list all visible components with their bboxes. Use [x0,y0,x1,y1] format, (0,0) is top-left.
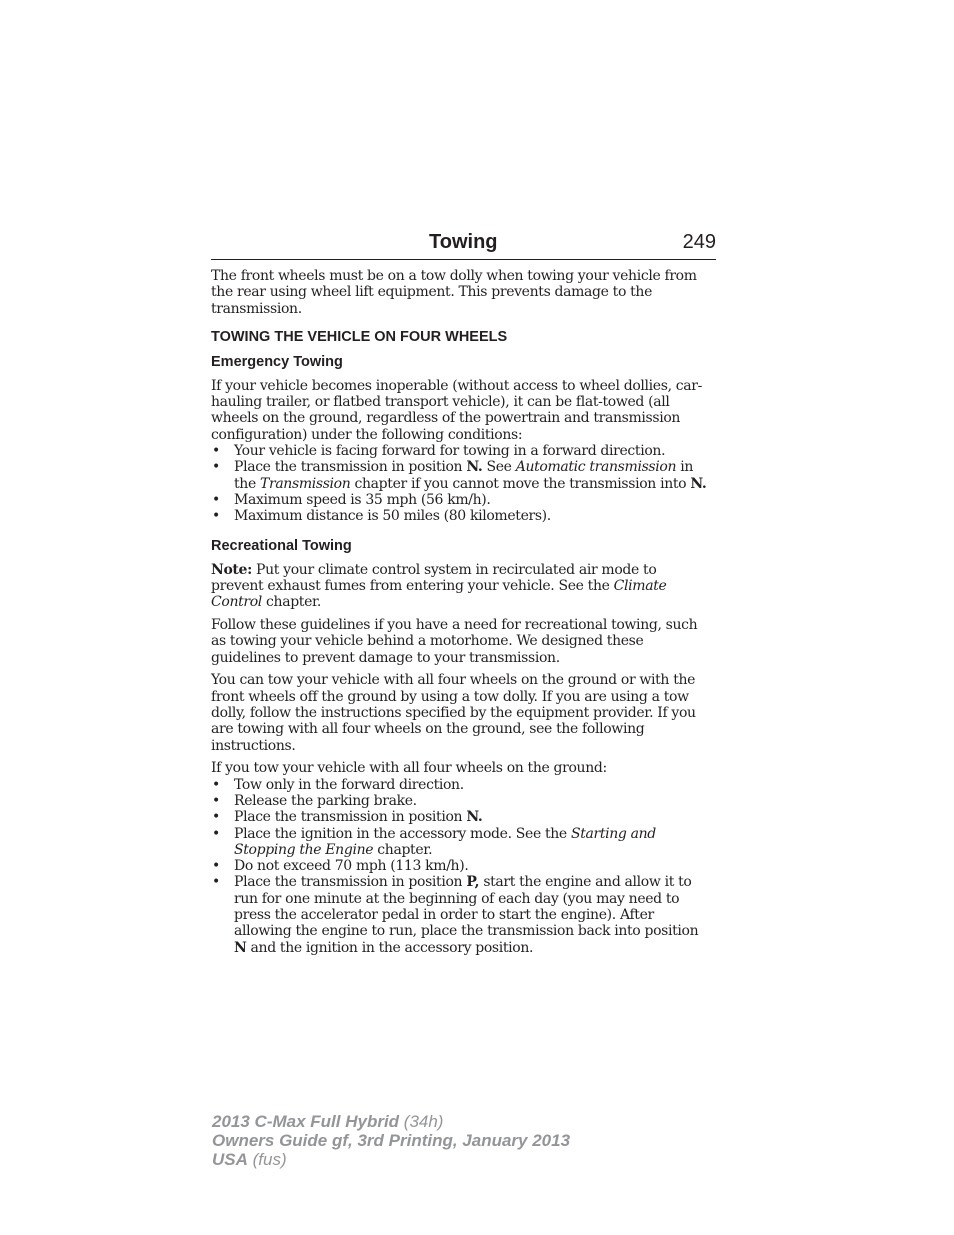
emergency-towing-list [211,443,711,524]
recreational-towing-heading: Recreational Towing [211,537,352,554]
cross-reference: Starting and Stopping the Engine [234,825,656,858]
footer-line: USA (fus) [212,1150,287,1169]
list-item: • Release the parking brake. [211,793,711,809]
recreational-towing-list [211,777,711,956]
recreational-note: Note: Put your climate control system in recirculated air mode to prevent exhaust fumes from entering your vehicle. See the Climate Control chapter. [211,561,667,611]
list-item: • Place the transmission in position N. [211,809,711,825]
list-item: • Place the transmission in position N. See Automatic transmission in the Transmission chapter if you cannot move the transmission into N. [211,459,711,492]
chapter-title: Towing [429,231,498,253]
page-content [211,268,711,969]
page-number: 249 [682,231,716,253]
footer-line: 2013 C-Max Full Hybrid (34h) [212,1112,444,1131]
cross-reference: Climate Control [211,577,667,611]
emergency-towing-heading: Emergency Towing [211,353,343,370]
recreational-paragraph: Follow these guidelines if you have a need for recreational towing, such as towing your vehicle behind a motorhome. We designed these guidelines to prevent damage to your transmission. [211,616,698,666]
list-item: • Do not exceed 70 mph (113 km/h). [211,858,711,874]
list-item: • Your vehicle is facing forward for towing in a forward direction. [211,443,711,459]
footer-line: Owners Guide gf, 3rd Printing, January 2013 [212,1131,571,1150]
page-footer [212,1112,570,1169]
recreational-list-intro: If you tow your vehicle with all four wheels on the ground: [211,760,607,777]
section-heading: TOWING THE VEHICLE ON FOUR WHEELS [211,328,508,345]
list-item: • Tow only in the forward direction. [211,777,711,793]
note-label: Note: [211,561,252,578]
list-item: • Maximum distance is 50 miles (80 kilometers). [211,508,711,524]
cross-reference: Automatic transmission [515,459,677,476]
cross-reference: Transmission [259,475,351,492]
list-item: • Place the ignition in the accessory mode. See the Starting and Stopping the Engine chapter. [211,826,711,859]
emergency-towing-intro: If your vehicle becomes inoperable (without access to wheel dollies, car-hauling trailer, or flatbed transport vehicle), it can be flat-towed (all wheels on the ground, regardless of the powertrain and transmission configuration) under the following conditions: [211,377,702,443]
list-item: • Place the transmission in position P, start the engine and allow it to run for one minute at the beginning of each day (you may need to press the accelerator pedal in order to start the engine). After allowing the engine to run, place the transmission back into position N and the ignition in the accessory position. [211,874,711,955]
intro-paragraph: The front wheels must be on a tow dolly when towing your vehicle from the rear using wheel lift equipment. This prevents damage to the transmission. [211,268,697,317]
page-header [211,229,716,260]
recreational-paragraph: You can tow your vehicle with all four wheels on the ground or with the front wheels off the ground by using a tow dolly. If you are using a tow dolly, follow the instructions specified by the equipment provider. If you are towing with all four wheels on the ground, see the following instructions. [211,672,696,754]
list-item: • Maximum speed is 35 mph (56 km/h). [211,492,711,508]
